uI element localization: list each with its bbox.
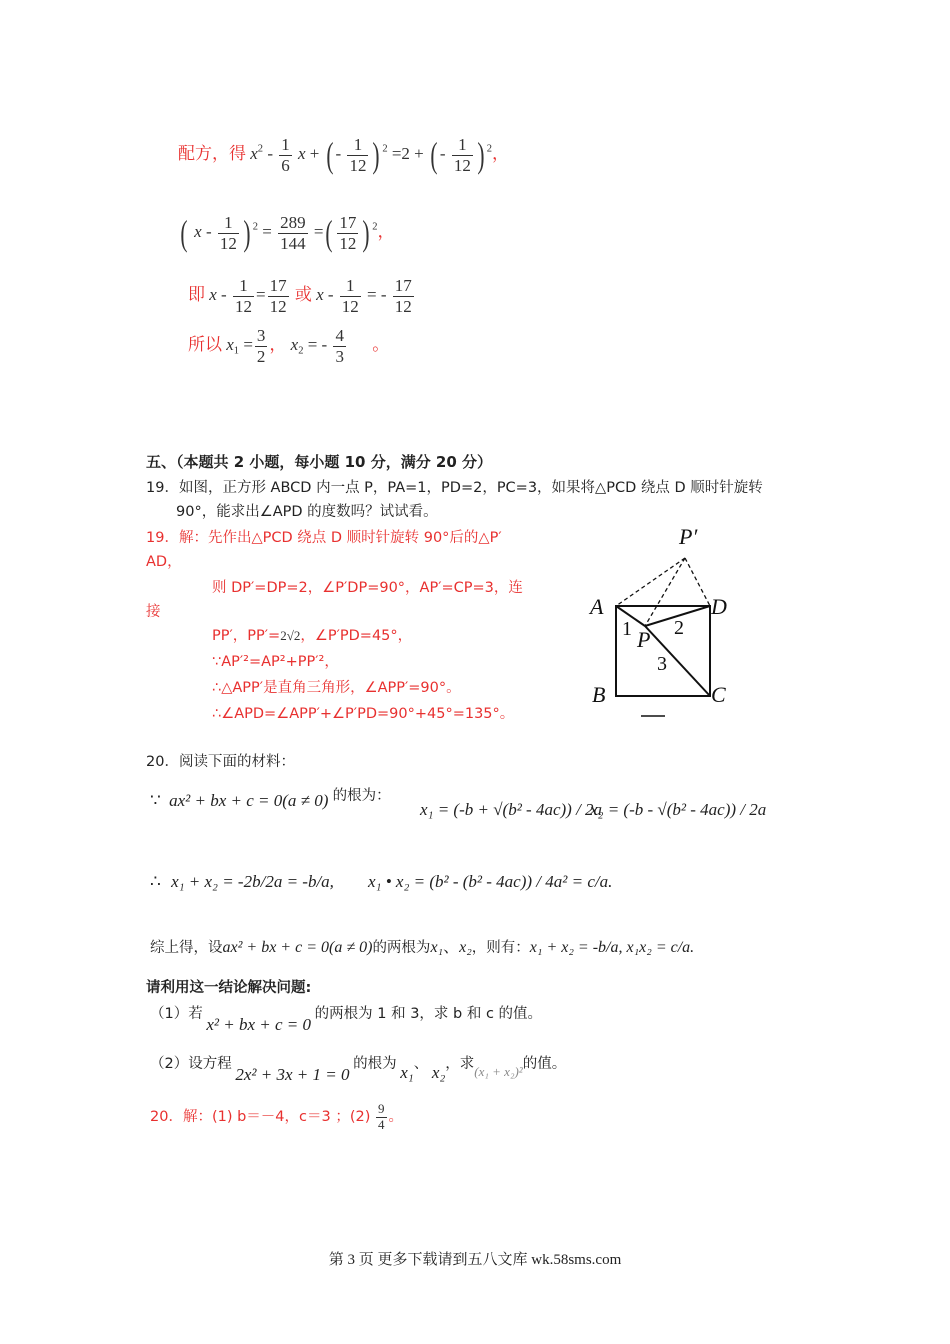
a20-line: 20．解：(1) b＝－4，c＝3 ；(2) $\frac{9}{4}$ 。 xyxy=(150,1101,403,1132)
q20-intro: 20．阅读下面的材料： xyxy=(146,754,295,770)
label-a: A xyxy=(590,594,604,619)
fraction: $\frac{3}{2}$ xyxy=(256,326,266,366)
left-paren: ( xyxy=(326,135,334,175)
dashed-line-pprime-d xyxy=(685,558,710,606)
fraction: $\frac{1}{12}$ xyxy=(219,212,237,253)
q20-part2: （2）设方程 2x² + 3x + 1 = 0 的根为 x₁、 x₂，求(x₁ + x₂)²的值。 xyxy=(150,1056,567,1084)
right-paren: ) xyxy=(372,135,380,175)
a19-line7: ∴△APP′是直角三角形，∠APP′=90°。 xyxy=(212,680,461,696)
q20-x1-formula: x₁ = (-b + √(b² - 4ac)) / 2a xyxy=(420,800,603,819)
step3-line: 即 x - $\frac{1}{12}$ = $\frac{17}{12}$ 或 x - $\frac{1}{12}$ = - $\frac{17}{12}$ xyxy=(188,276,412,316)
page-footer: 第 3 页 更多下载请到五八文库 wk.58sms.com xyxy=(328,1252,622,1268)
label-b: B xyxy=(592,682,606,707)
fraction: $\frac{1}{12}$ xyxy=(349,134,367,175)
fraction: $\frac{289}{144}$ xyxy=(280,212,306,253)
step1-line: 配方，得 $x^2$ - $\frac{1}{6}$ x + ( - $\frac{1}{12}$ ) $^2$ =2 + ( - $\frac{1}{12}$ ) $^2$， xyxy=(178,134,509,175)
a19-line8: ∴∠APD=∠APP′+∠P′PD=90°+45°=135°。 xyxy=(212,706,515,722)
fraction: $\frac{1}{12}$ xyxy=(453,134,471,175)
q20-x2-formula: x₂ = (-b - √(b² - 4ac)) / 2a xyxy=(590,800,767,819)
var-x: x xyxy=(250,143,258,163)
a19-line1: 19．解：先作出△PCD 绕点 D 顺时针旋转 90°后的△P′ xyxy=(146,530,502,546)
step2-line: ( x - $\frac{1}{12}$ ) $^2$ = $\frac{289}{144}$ =( $\frac{17}{12}$ ) $^2$， xyxy=(180,212,395,253)
label-angle-2: 2 xyxy=(674,617,684,639)
left-paren: ( xyxy=(180,213,188,253)
left-paren: ( xyxy=(325,213,333,253)
fraction: $\frac{17}{12}$ xyxy=(394,276,412,316)
q20-part1: （1）若 x² + bx + c = 0 的两根为 1 和 3，求 b 和 c 的值。 xyxy=(150,1006,543,1034)
a19-line4: 接 xyxy=(146,604,161,620)
step1-prefix: 配方，得 xyxy=(178,143,246,164)
right-paren: ) xyxy=(362,213,370,253)
q20-sum-line: ∴ x₁ + x₂ = -2b/2a = -b/a, xyxy=(150,872,334,891)
label-c: C xyxy=(711,682,726,707)
dashed-line-pprime-a xyxy=(616,558,685,606)
fraction: $\frac{17}{12}$ xyxy=(269,276,287,316)
q20-summary-line: 综上得，设ax² + bx + c = 0(a ≠ 0)的两根为x₁、x₂，则有：x₁ + x₂ = -b/a, x₁x₂ = c/a. xyxy=(150,937,695,956)
label-d: D xyxy=(711,594,727,619)
right-paren: ) xyxy=(477,135,485,175)
fraction: $\frac{4}{3}$ xyxy=(335,326,344,366)
q19-line2: 90°，能求出∠APD 的度数吗？试试看。 xyxy=(176,504,438,520)
q20-roots-line: ∵ ax² + bx + c = 0(a ≠ 0) 的根为： xyxy=(150,788,391,810)
right-paren: ) xyxy=(243,213,251,253)
minus-sign: - xyxy=(267,143,273,163)
equals-two: =2 + xyxy=(391,143,424,163)
label-p-prime: P′ xyxy=(679,524,698,549)
fraction: $\frac{1}{6}$ xyxy=(281,134,290,175)
left-paren: ( xyxy=(430,135,438,175)
var-x: x xyxy=(194,221,202,241)
fraction: $\frac{17}{12}$ xyxy=(339,212,357,253)
geometry-figure xyxy=(585,520,735,725)
fraction: $\frac{1}{12}$ xyxy=(341,276,359,316)
q19-line1: 19．如图，正方形 ABCD 内一点 P，PA=1，PD=2，PC=3，如果将△PCD 绕点 D 顺时针旋转 xyxy=(146,480,763,496)
var-x: x xyxy=(297,143,306,163)
a19-line5: PP′，PP′=2√2，∠P′PD=45°， xyxy=(212,628,413,644)
plus-sign: + xyxy=(309,143,320,163)
step4-line: 所以 $x_1$ = $\frac{3}{2}$ ， $x_2$ = - $\frac{4}{3}$ 。 xyxy=(188,326,390,366)
label-angle-1: 1 xyxy=(622,618,632,640)
q20-instruction: 请利用这一结论解决问题: xyxy=(146,980,312,996)
fraction: $\frac{1}{12}$ xyxy=(234,276,252,316)
fraction: $\frac{9}{4}$ xyxy=(378,1101,385,1132)
label-p: P xyxy=(637,627,651,652)
label-angle-3: 3 xyxy=(657,653,667,675)
q20-product: x₁ • x₂ = (b² - (b² - 4ac)) / 4a² = c/a. xyxy=(368,872,613,891)
section-heading: 五、（本题共 2 小题，每小题 10 分，满分 20 分） xyxy=(146,453,493,471)
a19-line2: AD， xyxy=(146,554,182,570)
a19-line3: 则 DP′=DP=2，∠P′DP=90°，AP′=CP=3，连 xyxy=(212,580,523,596)
a19-line6: ∵AP′²=AP²+PP′²， xyxy=(212,654,339,670)
minus-sign: - xyxy=(335,143,342,163)
